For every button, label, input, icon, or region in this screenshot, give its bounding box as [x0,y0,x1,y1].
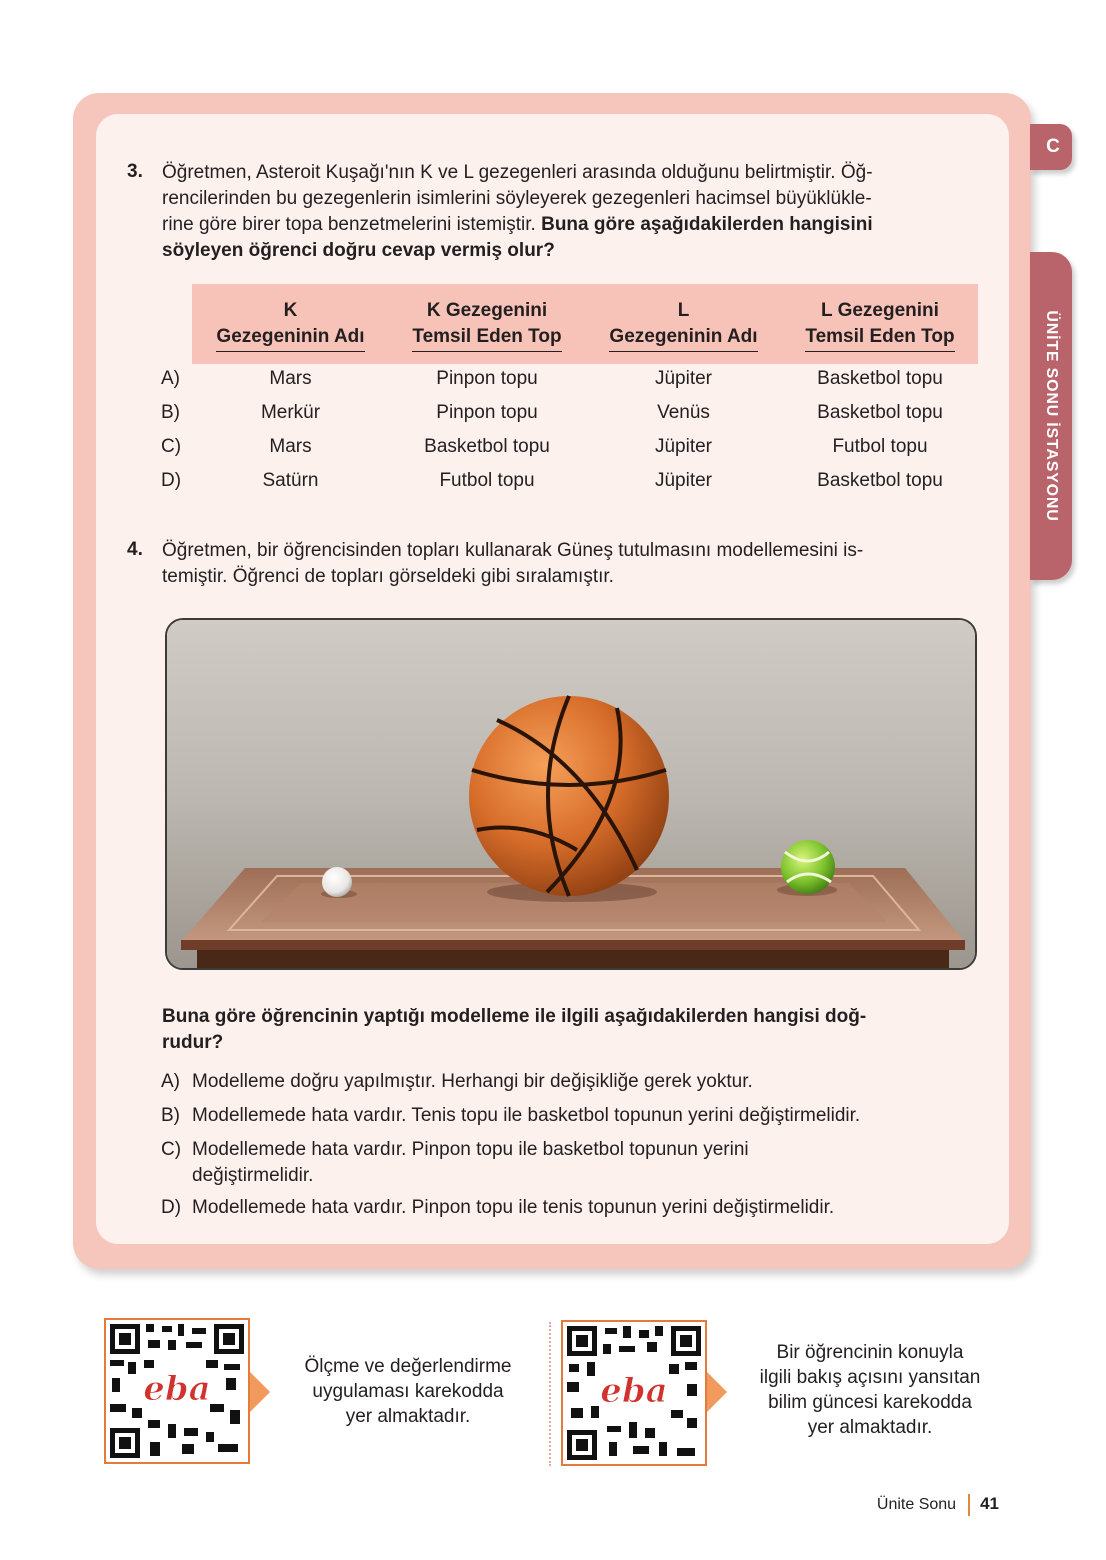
row-letter-a: A) [161,368,180,389]
eba-logo: eba [600,1371,668,1411]
arrow-icon [250,1372,270,1412]
question-4-line-1: Öğretmen, bir öğrencisinden topları kullanarak Güneş tutulmasını modellemesini is- [162,540,864,561]
station-tab [1030,252,1072,580]
question-4-prompt [162,1004,979,1056]
question-4-number: 4. [127,539,143,560]
table-cell: Jüpiter [654,368,713,389]
arrow-icon [707,1372,727,1412]
question-3-number: 3. [127,161,143,182]
caption-line: Bir öğrencinin konuyla [776,1342,964,1363]
table-header-k-name [192,298,389,352]
caption-line: bilim güncesi karekodda [768,1392,972,1413]
table-cell: Venüs [657,402,710,423]
qr-1-caption [280,1354,536,1429]
page-footer [877,1494,999,1516]
option-c[interactable] [161,1137,749,1189]
table-cell: Futbol topu [832,436,928,457]
option-letter: B) [161,1105,180,1126]
qr-code-assessment[interactable] [104,1318,250,1464]
table-header-l-name [585,298,782,352]
header-top: K Gezegenini [426,300,548,321]
header-top: L [677,300,690,321]
row-letter-d: D) [161,470,182,491]
table-cell: Jüpiter [654,470,713,491]
question-4-prompt-line-1: Buna göre öğrencinin yaptığı modelleme ile ilgili aşağıdakilerden hangisi doğ- [162,1006,867,1027]
table-cell: Basketbol topu [817,402,943,423]
caption-line: uygulaması karekodda [312,1381,504,1402]
header-top: L Gezegenini [821,300,939,321]
table-cell: Basketbol topu [424,436,550,457]
question-3-line-1: Öğretmen, Asteroit Kuşağı'nın K ve L gezegenleri arasında olduğunu belirtmiştir. Öğ- [162,162,873,183]
question-4-prompt-line-2: rudur? [162,1032,224,1053]
question-3-line-3 [162,212,979,238]
qr-pattern [106,1320,248,1462]
page-label: Ünite Sonu [876,1496,957,1514]
caption-line: yer almaktadır. [807,1417,933,1438]
question-3-line-3a: rine göre birer topa benzetmelerini istemiştir. [162,214,542,235]
header-bottom: Gezegeninin Adı [609,324,757,352]
section-tab: C [1030,124,1072,170]
question-3-line-2: rencilerinden bu gezegenlerin isimlerini söyleyerek gezegenleri hacimsel büyüklükle- [162,188,872,209]
header-top: K [283,300,298,321]
caption-line: Ölçme ve değerlendirme [304,1356,512,1377]
option-a[interactable] [161,1069,753,1095]
question-3-emphasis: Buna göre aşağıdakilerden hangisini [541,214,873,235]
caption-line: ilgili bakış açısını yansıtan [759,1367,981,1388]
basketball [469,696,669,896]
header-bottom: Temsil Eden Top [412,324,561,352]
qr-pattern [563,1322,705,1464]
qr-2-caption [736,1340,1004,1440]
table-cell: Mars [269,368,312,389]
option-text: Modellemede hata vardır. Pinpon topu ile tenis topunun yerini değiştirmelidir. [192,1197,835,1218]
row-letter-c: C) [161,436,182,457]
option-text: Modelleme doğru yapılmıştır. Herhangi bir değişikliğe gerek yoktur. [192,1071,753,1092]
eclipse-model-image [165,618,977,970]
option-text-continued: değiştirmelidir. [192,1165,314,1186]
table-header-k-ball [389,298,585,352]
option-d[interactable] [161,1195,834,1221]
option-letter: C) [161,1139,182,1160]
row-letter-b: B) [161,402,180,423]
header-bottom: Gezegeninin Adı [216,324,364,352]
scene-illustration [167,620,977,970]
table-cell: Basketbol topu [817,368,943,389]
option-text: Modellemede hata vardır. Pinpon topu ile basketbol topunun yerini [192,1139,749,1160]
option-b[interactable] [161,1103,860,1129]
table-cell: Basketbol topu [817,470,943,491]
table-cell: Pinpon topu [436,368,538,389]
option-letter: A) [161,1071,180,1092]
tennis-ball [781,840,835,894]
question-3-line-4: söyleyen öğrenci doğru cevap vermiş olur? [162,240,555,261]
table-cell: Futbol topu [439,470,535,491]
option-letter: D) [161,1197,182,1218]
station-label: ÜNİTE SONU İSTASYONU [1043,310,1060,522]
table-cell: Pinpon topu [436,402,538,423]
eba-logo: eba [143,1369,211,1409]
table-header-l-ball [782,298,978,352]
footer-separator [968,1494,970,1516]
question-4-line-2: temiştir. Öğrenci de topları görseldeki gibi sıralamıştır. [162,566,614,587]
option-text: Modellemede hata vardır. Tenis topu ile basketbol topunun yerini değiştirmelidir. [192,1105,861,1126]
table-cell: Merkür [260,402,321,423]
header-bottom: Temsil Eden Top [805,324,954,352]
ping-pong-ball [322,867,352,897]
table-cell: Satürn [262,470,319,491]
question-4-text [162,538,979,590]
question-3-text [162,160,979,264]
qr-code-science-journal[interactable] [561,1320,707,1466]
caption-line: yer almaktadır. [345,1406,471,1427]
page-number: 41 [980,1494,999,1514]
table-cell: Jüpiter [654,436,713,457]
table-cell: Mars [269,436,312,457]
footer-divider [549,1322,551,1466]
